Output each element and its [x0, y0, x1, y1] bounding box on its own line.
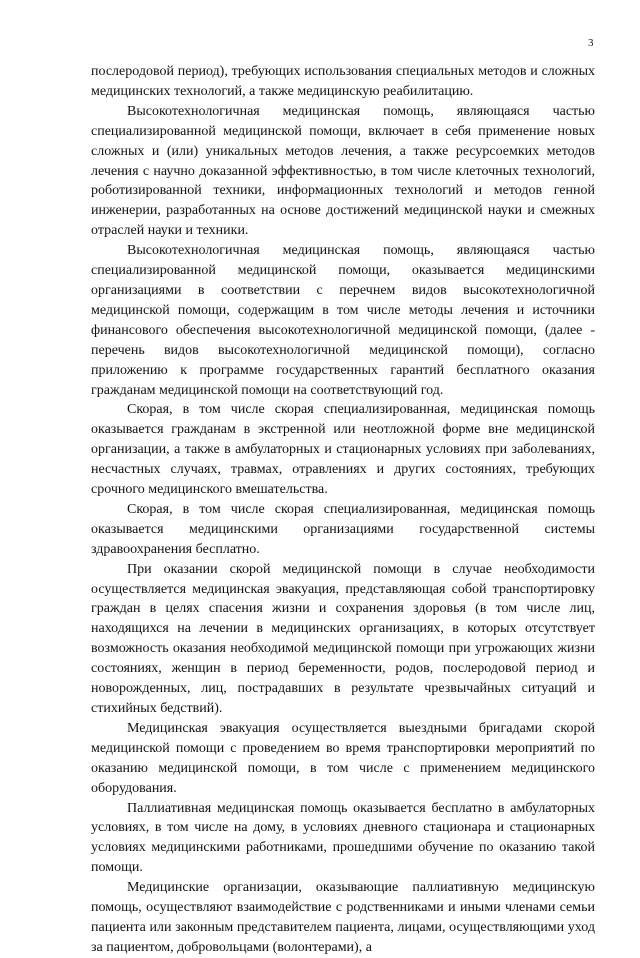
document-body	[91, 62, 595, 958]
paragraph-6: При оказании скорой медицинской помощи в случае необходимости осуществляется медицинская эвакуация, представляющая собой транспортировку граждан в целях спасения жизни и сохранения здоровья (в том числе лиц, находящихся на лечении в медицинских организациях, в которых отсутствует возможность оказания необходимой медицинской помощи при угрожающих жизни состояниях, женщин в период беременности, родов, послеродовой период и новорожденных, лиц, пострадавших в результате чрезвычайных ситуаций и стихийных бедствий).	[91, 561, 595, 716]
paragraph-4: Скорая, в том числе скорая специализированная, медицинская помощь оказывается гражданам в экстренной или неотложной форме вне медицинской организации, а также в амбулаторных и стационарных условиях при заболеваниях, несчастных случаях, травмах, отравлениях и других состояниях, требующих срочного медицинского вмешательства.	[91, 402, 595, 498]
paragraph-1: послеродовой период), требующих использования специальных методов и сложных медицинских технологий, а также медицинскую реабилитацию.	[91, 64, 595, 99]
paragraph-8: Паллиативная медицинская помощь оказывается бесплатно в амбулаторных условиях, в том числе на дому, в условиях дневного стационара и стационарных условиях медицинскими работниками, прошедшими обучение по оказанию такой помощи.	[91, 800, 595, 876]
page-number: 3	[588, 37, 594, 49]
paragraph-7: Медицинская эвакуация осуществляется выездными бригадами скорой медицинской помощи с проведением во время транспортировки мероприятий по оказанию медицинской помощи, в том числе с применением медицинского оборудования.	[91, 720, 595, 796]
paragraph-5: Скорая, в том числе скорая специализированная, медицинская помощь оказывается медицинскими организациями государственной системы здравоохранения бесплатно.	[91, 501, 595, 557]
paragraph-3: Высокотехнологичная медицинская помощь, являющаяся частью специализированной медицинской помощи, оказывается медицинскими организациями в соответствии с перечнем видов высокотехнологичной медицинской помощи, содержащим в том числе методы лечения и источники финансового обеспечения высокотехнологичной медицинской помощи, (далее - перечень видов высокотехнологичной медицинской помощи), согласно приложению к программе государственных гарантий бесплатного оказания гражданам медицинской помощи на соответствующий год.	[91, 243, 595, 398]
paragraph-9: Медицинские организации, оказывающие паллиативную медицинскую помощь, осуществляют взаимодействие с родственниками и иными членами семьи пациента или законным представителем пациента, лицами, осуществляющими уход за пациентом, добровольцами (волонтерами), а	[91, 880, 595, 955]
paragraph-2: Высокотехнологичная медицинская помощь, являющаяся частью специализированной медицинской помощи, включает в себя применение новых сложных и (или) уникальных методов лечения, а также ресурсоемких методов лечения с научно доказанной эффективностью, в том числе клеточных технологий, роботизированной техники, информационных технологий и методов генной инженерии, разработанных на основе достижений медицинской науки и смежных отраслей науки и техники.	[91, 103, 595, 239]
